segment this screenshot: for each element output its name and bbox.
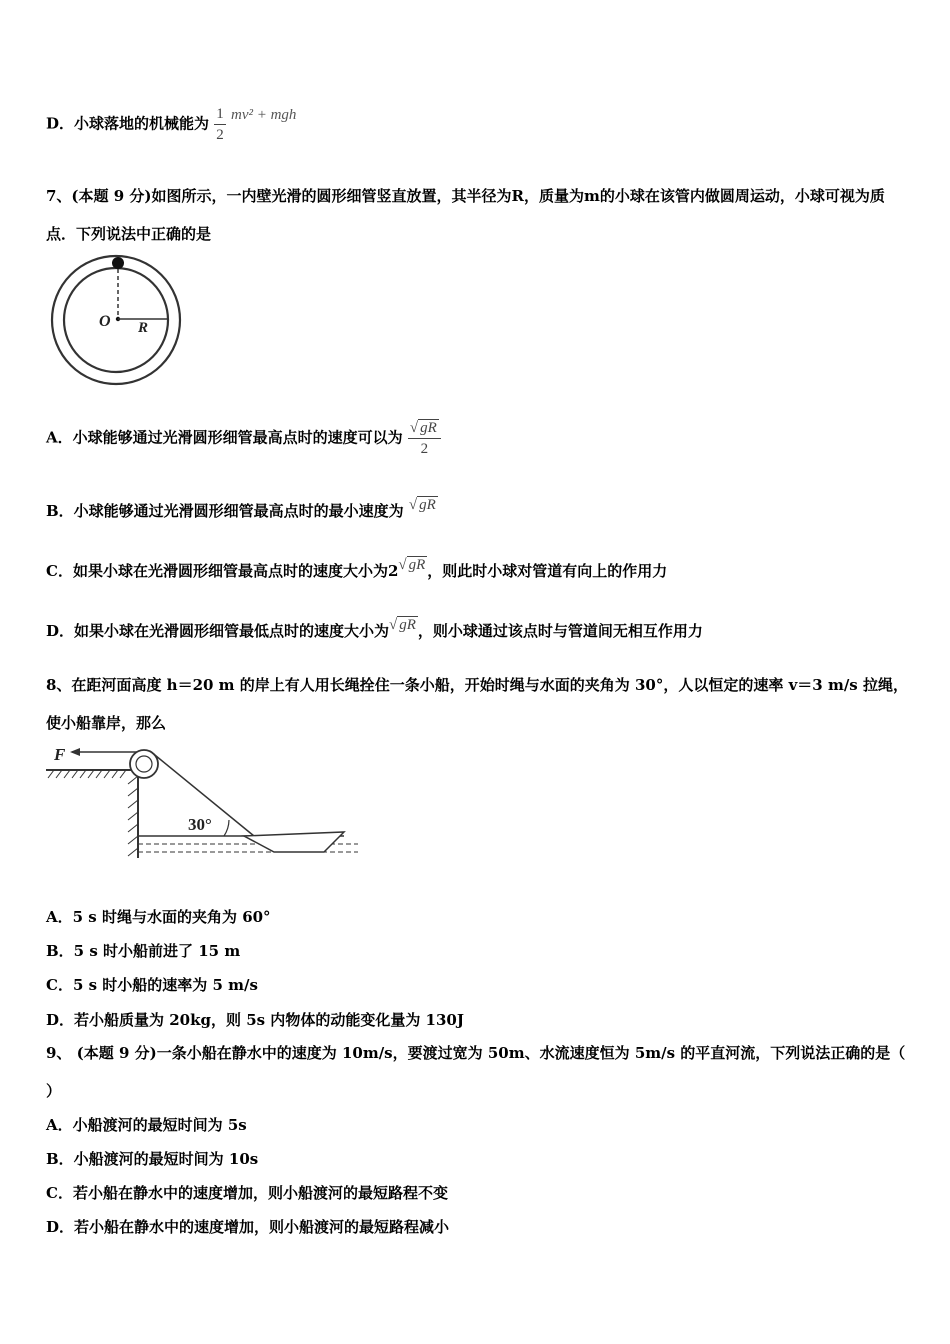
q7-option-a-fraction: $\frac{√ gR}{2}$: [408, 418, 441, 459]
angle-arc: [224, 820, 229, 836]
center-label: O: [99, 313, 111, 330]
q6-option-d-text: D．小球落地的机械能为: [46, 114, 210, 133]
q7-option-a: A．小球能够通过光滑圆形细管最高点时的速度可以为 $\frac{√ gR}{2}$: [46, 418, 441, 459]
q7-option-d: D．如果小球在光滑圆形细管最低点时的速度大小为√ gR ，则小球通过该点时与管道间无相互作用力: [46, 617, 703, 640]
q7-option-b: B．小球能够通过光滑圆形细管最高点时的最小速度为 √ gR: [46, 497, 436, 520]
q9-stem: 9、 (本题 9 分)一条小船在静水中的速度为 10m/s，要渡过宽为 50m、水流速度恒为 5m/s 的平直河流，下列说法正确的是（ ）: [46, 1044, 906, 1100]
ball: [112, 257, 124, 269]
q8-boat-figure: [44, 740, 364, 864]
radius-label: R: [138, 320, 149, 336]
force-label: F: [54, 745, 66, 764]
q9-option-d: D．若小船在静水中的速度增加，则小船渡河的最短路程减小: [46, 1218, 450, 1236]
angle-label: 30°: [188, 815, 212, 834]
q7-circle-figure: [48, 252, 184, 388]
arrowhead-icon: [70, 748, 80, 756]
outer-circle: [52, 256, 180, 384]
boat: [244, 832, 344, 852]
bank-hatching: [48, 770, 126, 778]
inner-circle: [64, 268, 168, 372]
q8-option-c: C．5 s 时小船的速率为 5 m/s: [46, 976, 258, 994]
q8-option-a: A．5 s 时绳与水面的夹角为 60°: [46, 908, 271, 926]
q9-option-b: B．小船渡河的最短时间为 10s: [46, 1150, 259, 1168]
q9-option-c: C．若小船在静水中的速度增加，则小船渡河的最短路程不变: [46, 1184, 448, 1202]
q8-option-b: B．5 s 时小船前进了 15 m: [46, 942, 241, 960]
wall-hatching: [128, 776, 138, 856]
q7-option-c: C．如果小球在光滑圆形细管最高点时的速度大小为2√ gR ，则此时小球对管道有向上的作用力: [46, 557, 668, 580]
q8-stem: 8、在距河面高度 h＝20 m 的岸上有人用长绳拴住一条小船，开始时绳与水面的夹角为 30°，人以恒定的速率 v＝3 m/s 拉绳，使小船靠岸，那么: [46, 676, 908, 732]
q6-option-d-fraction: $\frac{1}{2}$: [216, 106, 224, 143]
q6-option-d-expr: mv² + mgh: [230, 106, 297, 123]
q9-option-a: A．小船渡河的最短时间为 5s: [46, 1116, 247, 1134]
q6-option-d: [46, 104, 296, 145]
q8-option-d: D．若小船质量为 20kg，则 5s 内物体的动能变化量为 130J: [46, 1011, 464, 1029]
q7-stem: 7、(本题 9 分)如图所示，一内壁光滑的圆形细管竖直放置，其半径为R，质量为m的小球在该管内做圆周运动，小球可视为质点．下列说法中正确的是: [46, 187, 885, 243]
